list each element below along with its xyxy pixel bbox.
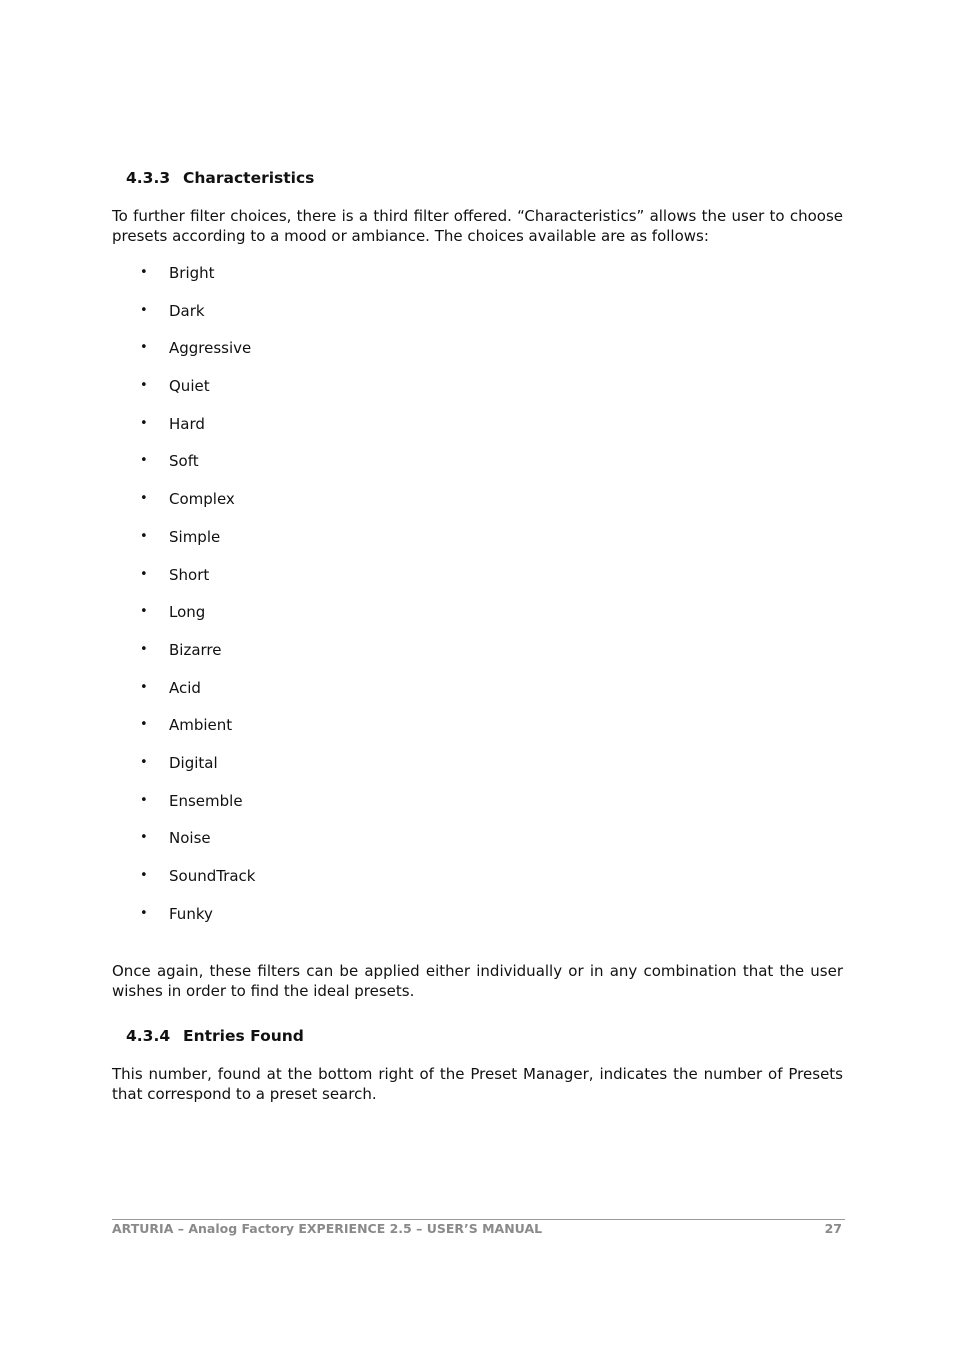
- list-item-label: Hard: [169, 414, 205, 433]
- page-number: 27: [824, 1221, 842, 1236]
- bullet-icon: •: [140, 415, 148, 431]
- bullet-icon: •: [140, 265, 148, 280]
- section-heading-characteristics: [126, 169, 314, 187]
- list-item-label: Ensemble: [169, 791, 243, 810]
- list-item-label: SoundTrack: [169, 867, 256, 885]
- entries-found-paragraph: This number, found at the bottom right of the Preset Manager, indicates the number of Presets that correspond to a preset search.: [112, 1065, 843, 1103]
- list-item-label: Noise: [169, 829, 211, 848]
- section-title: Entries Found: [183, 1027, 304, 1045]
- bullet-icon: •: [140, 679, 148, 695]
- list-item-label: Soft: [169, 452, 199, 471]
- list-item-label: Acid: [169, 678, 201, 697]
- section-number: 4.3.3: [126, 169, 171, 187]
- section-heading-entries-found: [126, 1027, 304, 1045]
- bullet-icon: •: [140, 528, 148, 544]
- bullet-icon: •: [140, 905, 148, 921]
- list-item-label: Funky: [169, 904, 213, 923]
- list-item-label: Dark: [169, 301, 205, 320]
- section-number: 4.3.4: [126, 1027, 171, 1045]
- section-title: Characteristics: [183, 169, 315, 187]
- list-item-label: Complex: [169, 490, 235, 509]
- bullet-icon: •: [140, 754, 148, 770]
- characteristics-outro-paragraph: Once again, these filters can be applied either individually or in any combination that the user wishes in order to find the ideal presets.: [112, 962, 843, 1000]
- list-item-label: Bizarre: [169, 640, 222, 659]
- bullet-icon: •: [140, 604, 148, 620]
- bullet-icon: •: [140, 641, 148, 657]
- bullet-icon: •: [140, 868, 148, 883]
- list-item-label: Aggressive: [169, 339, 252, 358]
- list-item-label: Long: [169, 603, 206, 622]
- list-item-label: Bright: [169, 264, 215, 282]
- list-item-label: Quiet: [169, 377, 210, 396]
- bullet-icon: •: [140, 378, 148, 394]
- list-item-label: Simple: [169, 527, 221, 546]
- bullet-icon: •: [140, 340, 148, 356]
- bullet-icon: •: [140, 453, 148, 469]
- bullet-icon: •: [140, 792, 148, 808]
- bullet-icon: •: [140, 566, 148, 582]
- list-item-label: Ambient: [169, 716, 233, 735]
- bullet-icon: •: [140, 717, 148, 733]
- bullet-icon: •: [140, 302, 148, 318]
- bullet-icon: •: [140, 830, 148, 846]
- list-item-label: Digital: [169, 753, 218, 772]
- list-item-label: Short: [169, 565, 210, 584]
- footer-title: ARTURIA – Analog Factory EXPERIENCE 2.5 – USER’S MANUAL: [112, 1221, 543, 1236]
- bullet-icon: •: [140, 491, 148, 507]
- footer-divider: [112, 1219, 845, 1220]
- characteristics-intro-paragraph: To further filter choices, there is a third filter offered. “Characteristics” allows the user to choose presets according to a mood or ambiance. The choices available are as follows:: [112, 207, 843, 245]
